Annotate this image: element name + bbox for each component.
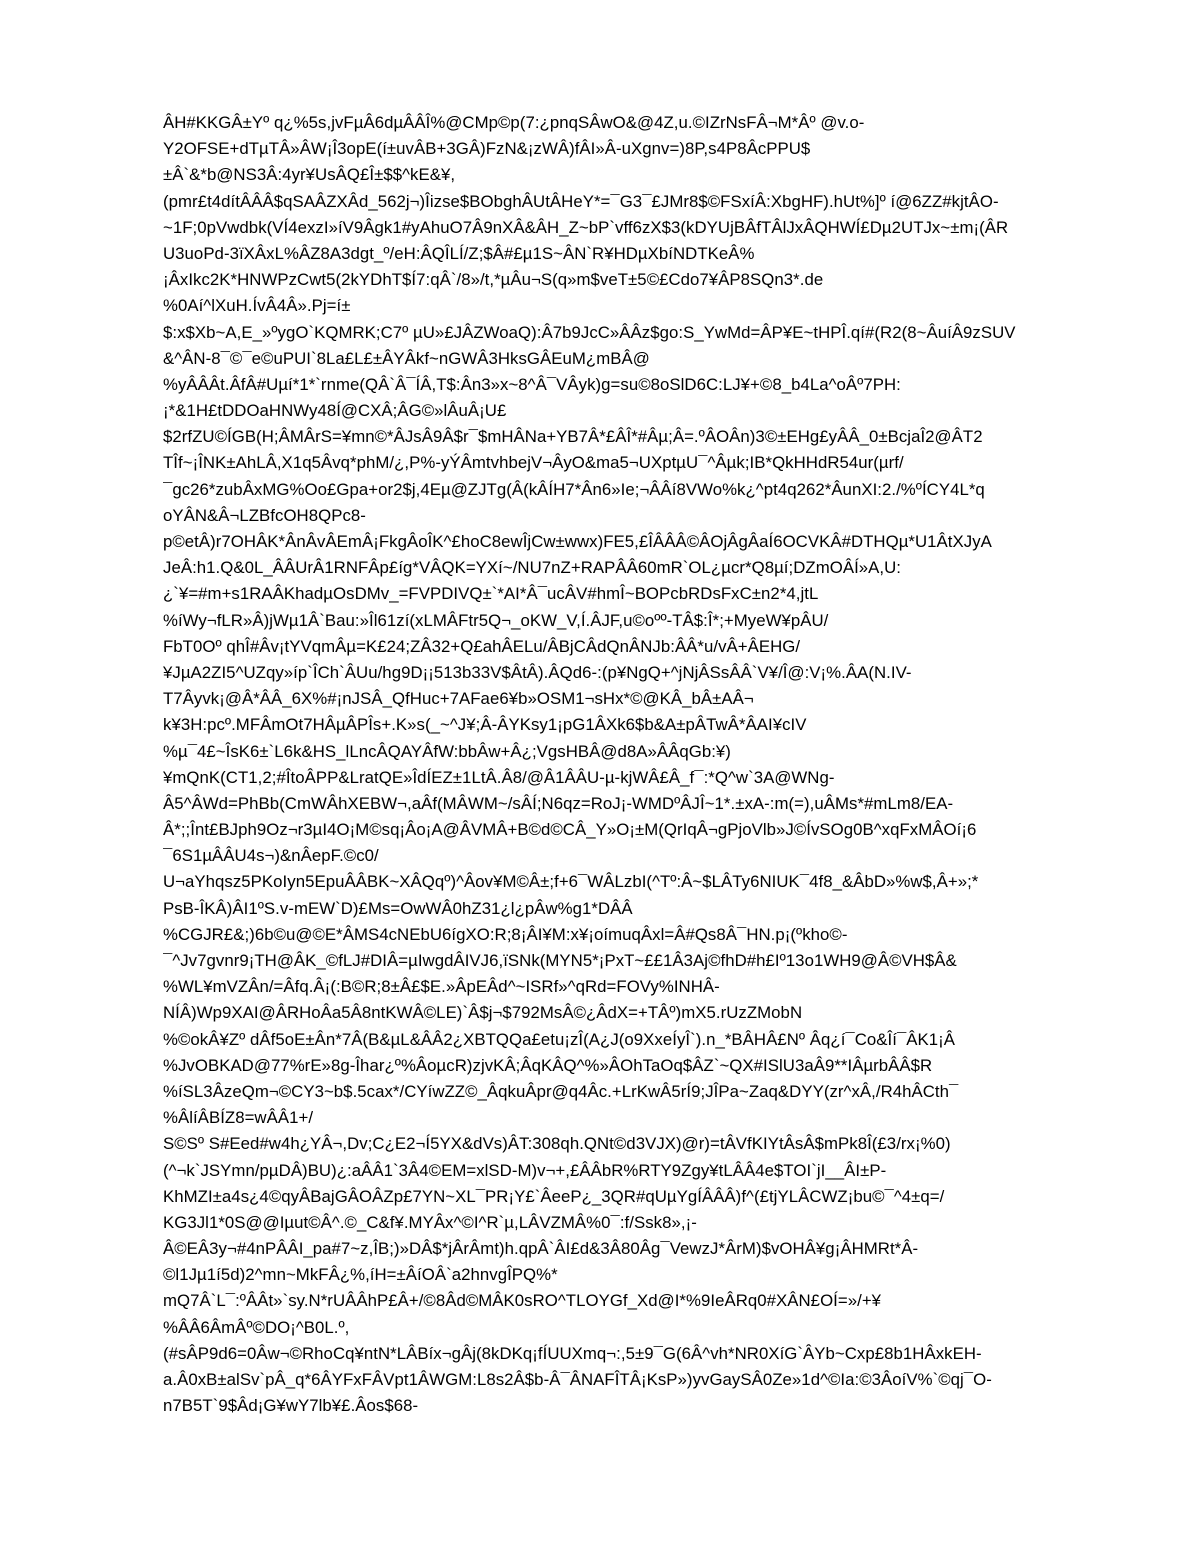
text-line: $2rfZU©ÍGB(H;ÂMÂrS=¥mn©*ÂJsÂ9Â$r¯$mHÂNa+YB7Â*£ÂÎ*#Âµ;Â=.ºÂOÂn)3©±EHg£yÂÂ_0±BcjaÎ2@ÂT2: [163, 427, 983, 447]
text-line: %íSL3ÂzeQm¬©CY3~b$.5cax*/CYíwZZ©_ÂqkuÂpr@q4Âc.+LrKwÂ5rÍ9;JÎPa~Zaq&DYY(zr^xÂ,/R4hÂCth¯: [163, 1081, 959, 1101]
text-line: ¥JµA2ZI5^UZqy»íp`ÎCh`ÂUu/hg9D¡¡513b33V$ÂtÂ).ÂQd6-:(p¥NgQ+^jNjÂSsÂÂ`V¥/Î@:V¡%.ÂA(N.IV-: [163, 662, 912, 682]
text-line: ÂH#KKGÂ±Yº q¿%5s,jvFµÂ6dµÂÂÎ%@CMp©p(7:¿pnqSÂwO&@4Z,u.©IZrNsFÂ¬M*Âº @v.o-: [163, 113, 865, 132]
text-line: PsB-ÎKÂ)ÂI1ºS.v-mEW`D)£Ms=OwWÂ0hZ31¿l¿pÂw%g1*DÂÂ: [163, 898, 633, 918]
text-line: (#sÂP9d6=0Âw¬©RhoCq¥ntN*LÂBíx¬gÂj(8kDKq¡fÍUUXmq¬:,5±9¯G(6Â^vh*NR0XíG`ÂYb~Cxp£8b1HÂxkEH-: [163, 1343, 982, 1363]
text-line: %JvOBKAD@77%rE»8g-Îhar¿º%ÂoµcR)zjvKÂ;ÂqKÂQ^%»ÂOhTaOq$ÂZ`~QX#ISlU3aÂ9**IÂµrbÂÂ$R: [163, 1055, 933, 1075]
text-line: %yÂÂÂt.ÂfÂ#Uµí*1*`rnme(QÂ`Â¯ÍÂ,T$:Ân3»x~8^Â¯VÂyk)g=su©8oSlD6C:LJ¥+©8_b4La^oÂº7PH:: [163, 374, 901, 394]
text-line: ¿`¥=#m+s1RAÂKhadµOsDMv_=FVPDIVQ±`*AI*Â¯ucÂV#hmÎ~BOPcbRDsFxC±n2*4,jtL: [163, 584, 819, 604]
text-line: oYÂN&Â¬LZBfcOH8QPc8-: [163, 505, 366, 525]
text-line: %ÂÂ6ÂmÂº©DO¡^B0L.º,: [163, 1317, 350, 1337]
text-line: T7Âyvk¡@Â*ÂÂ_6X%#¡nJSÂ_QfHuc+7AFae6¥b»OSM1¬sHx*©@KÂ_bÂ±AÂ¬: [163, 689, 754, 709]
text-line: %CGJR£&;)6b©u@©E*ÂMS4cNEbU6ígXO:R;8¡ÂI¥M:x¥¡oímuqÂxl=Â#Qs8Â¯HN.p¡(ºkho©-: [163, 924, 848, 944]
text-line: Â©EÂ3y¬#4nPÂÂI_pa#7~z,ÎB;)»DÂ$*jÂrÂmt)h.qpÂ`ÂI£d&3Â80Âg¯VewzJ*ÂrM)$vOHÂ¥g¡ÂHMRt*Â-: [163, 1239, 919, 1259]
text-line: (pmr£t4dítÂÂÂ$qSAÂZXÂd_562j¬)Îizse$BObghÂUtÂHeY*=¯G3¯£JMr8$©FSxíÂ:XbgHF).hUt%]º í@6ZZ#kjtÂO-: [163, 191, 999, 211]
text-line: FbT0Oº qhÎ#Âv¡tYVqmÂµ=K£24;ZÂ32+Q£ahÂELu/ÂBjCÂdQnÂNJb:ÂÂ*u/vÂ+ÂEHG/: [163, 636, 801, 656]
text-line: Â5^ÂWd=PhBb(CmWÂhXEBW¬,aÂf(MÂWM~/sÂÍ;N6qz=RoJ¡-WMDºÂJÎ~1*.±xA-:m(=),uÂMs*#mLm8/EA-: [163, 793, 954, 813]
text-line: ¯6S1µÂÂU4s¬)&nÂepF.©c0/: [163, 846, 379, 866]
text-line: ¡ÂxIkc2K*HNWPzCwt5(2kYDhT$Í7:qÂ`/8»/t,*µÂu¬S(q»m$veT±5©£Cdo7¥ÂP8SQn3*.de: [163, 270, 824, 290]
text-line: TÎf~¡ÎNK±AhLÂ,X1q5Âvq*phM/¿,P%-yÝÂmtvhbejV¬ÂyO&ma5¬UXptµU¯^Âµk;IB*QkHHdR54ur(µrf/: [163, 453, 904, 473]
text-line: ©l1Jµ1í5d)2^mn~MkFÂ¿%,íH=±ÂíOÂ`a2hnvgÎPQ%*: [163, 1265, 558, 1285]
text-line: Y2OFSE+dTµTÂ»ÂW¡Î3opE(í±uvÂB+3GÂ)FzN&¡zWÂ)fÂI»Â-uXgnv=)8P,s4P8ÂcPPU$: [163, 139, 811, 159]
text-line: %©okÂ¥Zº dÂf5oE±Ân*7Â(B&µL&ÂÂ2¿XBTQQa£etu¡zÎ(A¿J(o9XxeÍyÎ`).n_*BÂHÂ£Nº Âq¿í¯Co&Îí¯ÂK1¡Â: [163, 1029, 956, 1049]
text-line: k¥3H:pcº.MFÂmOt7HÂµÂPÎs+.K»s(_~^J¥;Â-ÂYKsy1¡pG1ÂXk6$b&A±pÂTwÂ*ÂAI¥cIV: [163, 715, 807, 735]
text-line: %íWy¬fLR»Â)jWµ1Â`Bau:»Îl61zí(xLMÂFtr5Q¬_oKW_V,Í.ÂJF,u©oºº-TÂ$:Î*;+MyeW¥pÂU/: [163, 610, 829, 630]
text-line: U3uoPd-3ïXÂxL%ÂZ8A3dgt_º/eH:ÂQÎLÍ/Z;$Â#£µ1S~ÂN`R¥HDµXbíNDTKeÂ%: [163, 243, 755, 263]
text-line: p©etÂ)r7OHÂK*ÂnÂvÂEmÂ¡FkgÂoÎK^£hoC8ewÎjCw±wwx)FE5,£ÎÂÂÂ©ÂOjÂgÂaÍ6OCVKÂ#DTHQµ*U1ÂtXJyA: [163, 532, 992, 551]
text-line: KG3Jl1*0S@@Iµut©Â^.©_C&f¥.MYÂx^©I^R`µ,LÂVZMÂ%0¯:f/Ssk8»,¡-: [163, 1212, 697, 1232]
text-line: %ÂlíÂBÍZ8=wÂÂ1+/: [163, 1108, 314, 1128]
text-line: JeÂ:h1.Q&0L_ÂÂUrÂ1RNFÂp£íg*VÂQK=YXí~/NU7nZ+RAPÂÂ60mR`OL¿µcr*Q8µí;DZmOÂÍ»A,U:: [163, 558, 902, 578]
text-line: n7B5T`9$Âd¡G¥wY7lb¥£.Âos$68-: [163, 1396, 419, 1416]
text-line: &^ÂN-8¯©¯e©uPUI`8La£L£±ÂYÂkf~nGWÂ3HksGÂEuM¿mBÂ@: [163, 348, 650, 368]
document-body-text: [163, 110, 1123, 1419]
text-line: ¯gc26*zubÂxMG%Oo£Gpa+or2$j,4Eµ@ZJTg(Â(kÂÍH7*Ân6»Ie;¬ÂÂí8VWo%k¿^pt4q262*ÂunXI:2./%ºÍCY4L*q: [163, 479, 985, 499]
text-line: ¡*&1H£tDDOaHNWy48Í@CXÂ;ÂG©»lÂuÂ¡U£: [163, 401, 507, 421]
text-line: ~1F;0pVwdbk(VÍ4exzI»íV9Âgk1#yAhuO7Â9nXÂ&ÂH_Z~bP`vff6zX$3(kDYUjBÂfTÂlJxÂQHWÍ£Dµ2UTJx~±m¡(ÂR: [163, 217, 1009, 237]
text-line: NÍÂ)Wp9XAI@ÂRHoÂa5Â8ntKWÂ©LE)`Â$j¬$792MsÂ©¿ÂdX=+TÂº)mX5.rUzZMobN: [163, 1003, 803, 1023]
text-line: U¬aYhqsz5PKoIyn5EpuÂÂBK~XÂQqº)^Âov¥M©Â±;f+6¯WÂLzbI(^Tº:Â~$LÂTy6NIUK¯4f8_&ÂbD»%w$,Â+»;*: [163, 872, 979, 892]
text-line: %0Aí^lXuH.ÍvÂ4Â».Pj=í±: [163, 296, 351, 316]
text-line: mQ7Â`L¯:ºÂÂt»`sy.N*rUÂÂhP£Â+/©8Âd©MÂK0sRO^TLOYGf_Xd@I*%9IeÂRq0#XÂN£OÍ=»/+¥: [163, 1291, 882, 1311]
text-line: ¥mQnK(CT1,2;#ÎtoÂPP&LratQE»ÎdÍEZ±1LtÂ.Â8/@Â1ÂÂU-µ-kjWÂ£Â_f¯:*Q^w`3A@WNg-: [163, 767, 835, 787]
text-line: (^¬k`JSYmn/pµDÂ)BU)¿:aÂÂ1`3Â4©EM=xlSD-M)v¬+,£ÂÂbR%RTY9Zgy¥tLÂÂ4e$TOI`jI__ÂI±P-: [163, 1160, 887, 1180]
text-line: a.Â0xB±alSv`pÂ_q*6ÂYFxFÂVpt1ÂWGM:L8s2Â$b-Â¯ÂNAFÎTÂ¡KsP»)yvGaySÂ0Ze»1d^©Ia:©3ÂoíV%`©qj¯O-: [163, 1370, 992, 1389]
text-line: $:x$Xb~A,E_»ºygO`KQMRK;C7º µU»£JÂZWoaQ):Â7b9JcC»ÂÂz$go:S_YwMd=ÂP¥E~tHPÎ.qí#(R2(8~ÂuíÂ9zSUV: [163, 322, 1016, 342]
text-line: Â*;;Înt£BJph9Oz¬r3µI4O¡M©sq¡Âo¡A@ÂVMÂ+B©d©CÂ_Y»O¡±M(QrIqÂ¬gPjoVlb»J©ÍvSOg0B^xqFxMÂOí¡6: [163, 820, 977, 840]
text-line: %WL¥mVZÂn/=Âfq.Â¡(:B©R;8±Â£$E.»ÂpEÂd^~ISRf»^qRd=FOVy%INHÂ-: [163, 977, 720, 997]
text-line: S©Sº S#Eed#w4h¿YÂ¬,Dv;C¿E2¬Í5YX&dVs)ÂT:308qh.QNt©d3VJX)@r)=tÂVfKIYtÂsÂ$mPk8Î(£3/rx¡%0): [163, 1134, 951, 1154]
text-line: KhMZI±a4s¿4©qyÂBajGÂOÂZp£7YN~XL¯PR¡Y£`ÂeeP¿_3QR#qUµYgÍÂÂÂ)f^(£tjYLÂCWZ¡bu©¯^4±q=/: [163, 1186, 945, 1206]
text-line: %µ¯4£~ÎsK6±`L6k&HS_lLncÂQAYÂfW:bbÂw+Â¿;VgsHBÂ@d8A»ÂÂqGb:¥): [163, 741, 731, 761]
text-line: ¯^Jv7gvnr9¡TH@ÂK_©fLJ#DIÂ=µIwgdÂIVJ6,ïSNk(MYN5*¡PxT~££1Â3Aj©fhD#h£Iº13o1WH9@Â©VH$Â&: [163, 951, 957, 970]
text-line: ±Â`&*b@NS3Â:4yr¥UsÂQ£Î±$$^kE&¥,: [163, 165, 456, 185]
